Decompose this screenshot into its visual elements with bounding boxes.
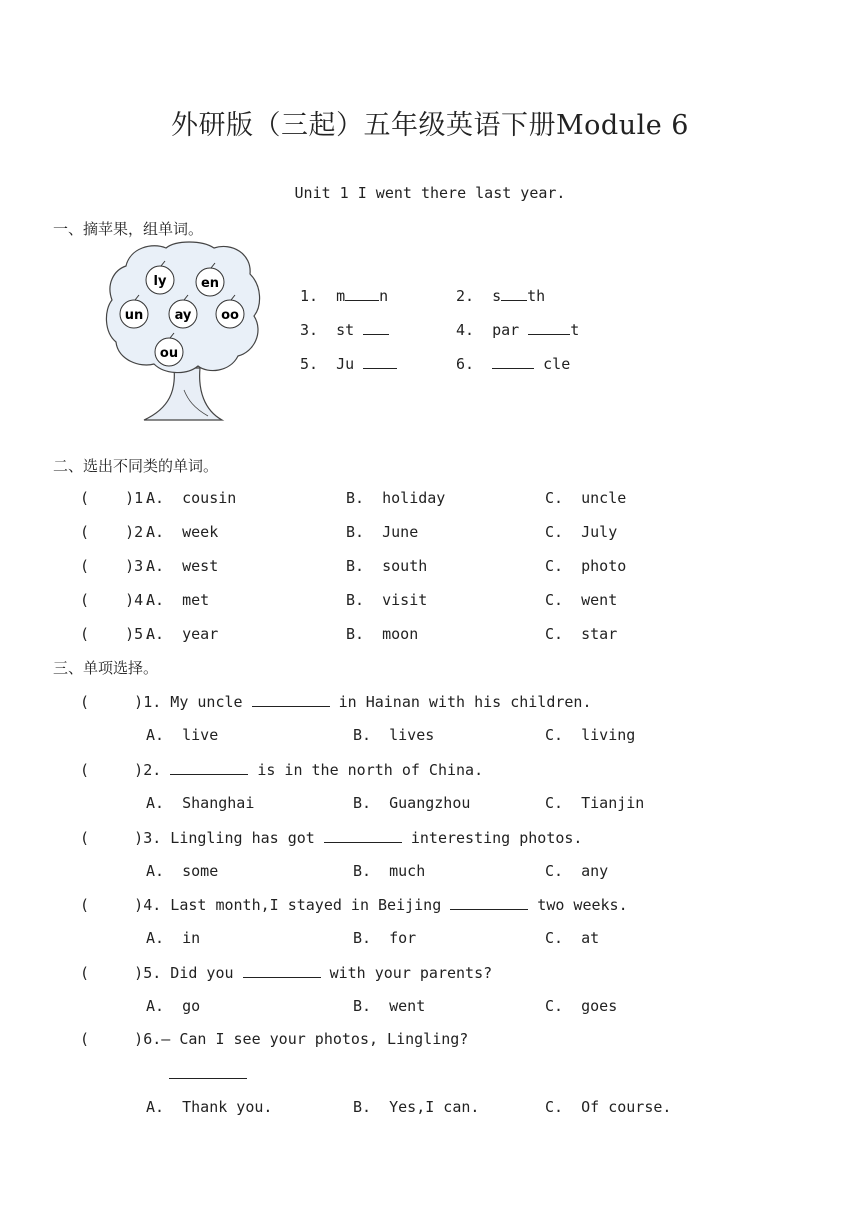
word-item-5: 5. Ju xyxy=(300,354,397,373)
s3-q1-option-c: C. living xyxy=(545,726,636,744)
s3-q4-option-a: A. in xyxy=(146,929,201,947)
s3-q4-option-b: B. for xyxy=(353,929,417,947)
section3-heading: 三、单项选择。 xyxy=(53,659,159,677)
s3-q3-option-b: B. much xyxy=(353,862,426,880)
s2-q2-number: ( )2. xyxy=(80,523,153,541)
unit-subtitle: Unit 1 I went there last year. xyxy=(294,184,566,202)
s3-q4-stem: ( )4. Last month,I stayed in Beijing two weeks. xyxy=(80,896,628,914)
word-item-2: 2. s th xyxy=(456,287,546,305)
s2-q1-option-b: B. holiday xyxy=(346,489,446,507)
apple-label-2: en xyxy=(200,276,220,291)
word-item-1: 1. m n xyxy=(300,287,389,305)
s3-q6-option-b: B. Yes,I can. xyxy=(353,1098,480,1116)
section1-heading: 一、摘苹果，组单词。 xyxy=(53,220,204,238)
s2-q5-option-a: A. year xyxy=(146,625,219,643)
s2-q3-option-b: B. south xyxy=(346,557,428,575)
s3-q6-answer-blank xyxy=(169,1064,247,1079)
s3-q1-option-b: B. lives xyxy=(353,726,435,744)
s3-q6-stem: ( )6.— Can I see your photos, Lingling? xyxy=(80,1030,469,1048)
s2-q1-option-a: A. cousin xyxy=(146,489,237,507)
page-title: 外研版（三起）五年级英语下册Module 6 xyxy=(171,110,689,141)
s2-q3-number: ( )3. xyxy=(80,557,153,575)
apple-label-5: oo xyxy=(221,308,239,323)
s2-q4-option-b: B. visit xyxy=(346,591,428,609)
apple-label-3: un xyxy=(124,308,144,323)
s2-q2-option-b: B. June xyxy=(346,523,419,541)
s3-q5-option-a: A. go xyxy=(146,997,201,1015)
s2-q3-option-a: A. west xyxy=(146,557,219,575)
section2-heading: 二、选出不同类的单词。 xyxy=(53,457,219,475)
s3-q3-option-c: C. any xyxy=(545,862,609,880)
s2-q5-option-b: B. moon xyxy=(346,625,419,643)
apple-label-4: ay xyxy=(174,308,192,323)
s3-q4-option-c: C. at xyxy=(545,929,600,947)
s2-q4-option-a: A. met xyxy=(146,591,210,609)
s3-q1-option-a: A. live xyxy=(146,726,219,744)
apple-label-1: ly xyxy=(153,274,167,289)
s3-q5-option-c: C. goes xyxy=(545,997,618,1015)
s3-q3-option-a: A. some xyxy=(146,862,219,880)
s2-q1-option-c: C. uncle xyxy=(545,489,627,507)
word-item-6: 6. cle xyxy=(456,355,571,373)
s2-q5-number: ( )5. xyxy=(80,625,153,643)
word-item-4: 4. par t xyxy=(456,321,580,339)
s2-q4-number: ( )4. xyxy=(80,591,153,609)
s3-q5-option-b: B. went xyxy=(353,997,426,1015)
s3-q2-stem: ( )2. is in the north of China. xyxy=(80,761,484,779)
apple-label-6: ou xyxy=(159,346,179,361)
s2-q2-option-a: A. week xyxy=(146,523,219,541)
s3-q5-stem: ( )5. Did you with your parents? xyxy=(80,964,493,982)
s2-q2-option-c: C. July xyxy=(545,523,618,541)
apple-tree-illustration xyxy=(104,240,264,426)
s2-q4-option-c: C. went xyxy=(545,591,618,609)
s3-q2-option-a: A. Shanghai xyxy=(146,794,255,812)
s3-q2-option-c: C. Tianjin xyxy=(545,794,645,812)
s3-q2-option-b: B. Guangzhou xyxy=(353,794,471,812)
word-item-3: 3. st xyxy=(300,320,389,339)
s3-q6-option-a: A. Thank you. xyxy=(146,1098,273,1116)
s2-q5-option-c: C. star xyxy=(545,625,618,643)
s2-q3-option-c: C. photo xyxy=(545,557,627,575)
s3-q3-stem: ( )3. Lingling has got interesting photos. xyxy=(80,829,583,847)
s2-q1-number: ( )1. xyxy=(80,489,153,507)
s3-q1-stem: ( )1. My uncle in Hainan with his children. xyxy=(80,693,592,711)
s3-q6-option-c: C. Of course. xyxy=(545,1098,672,1116)
